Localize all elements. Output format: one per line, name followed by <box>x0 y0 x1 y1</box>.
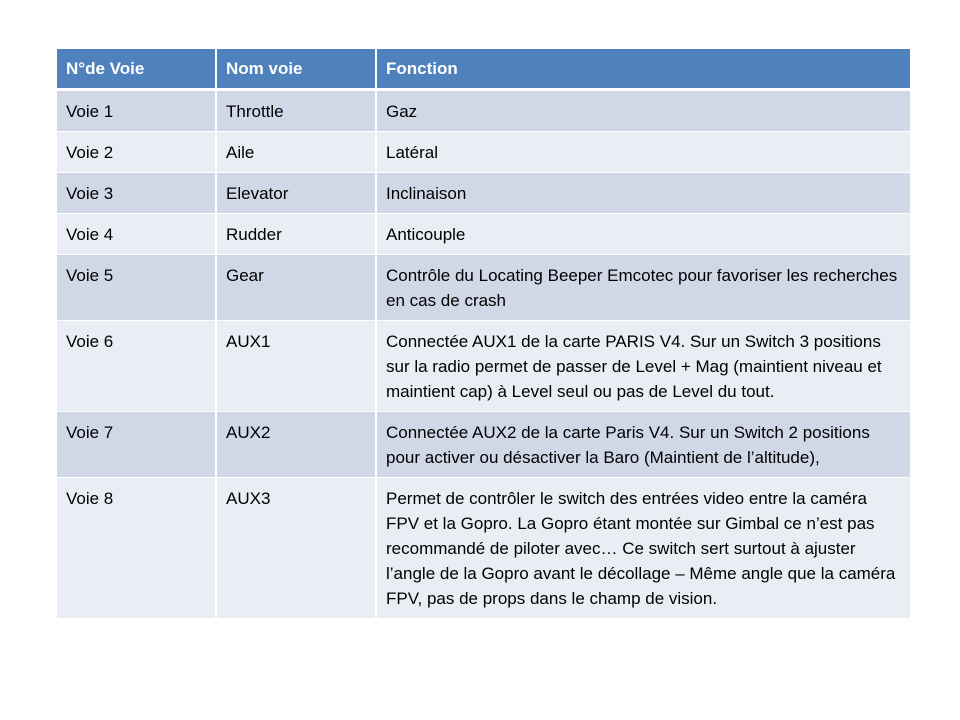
table-row <box>57 132 910 173</box>
channel-table <box>57 49 910 619</box>
table-row <box>57 478 910 619</box>
cell-nom: Gear <box>216 255 376 321</box>
cell-fonction: Connectée AUX1 de la carte PARIS V4. Sur un Switch 3 positions sur la radio permet de passer de Level + Mag (maintient niveau et maintient cap) à Level seul ou pas de Level du tout. <box>376 321 910 412</box>
cell-nom: Rudder <box>216 214 376 255</box>
cell-voie: Voie 6 <box>57 321 216 412</box>
table-row <box>57 412 910 478</box>
cell-fonction: Anticouple <box>376 214 910 255</box>
cell-nom: AUX1 <box>216 321 376 412</box>
header-function: Fonction <box>376 49 910 90</box>
cell-fonction: Permet de contrôler le switch des entrées video entre la caméra FPV et la Gopro. La Gopro étant montée sur Gimbal ce n’est pas recommandé de piloter avec… Ce switch sert surtout à ajuster l’angle de la Gopro avant le décollage – Même angle que la caméra FPV, pas de props dans le champ de vision. <box>376 478 910 619</box>
cell-fonction: Contrôle du Locating Beeper Emcotec pour favoriser les recherches en cas de crash <box>376 255 910 321</box>
header-voie-name: Nom voie <box>216 49 376 90</box>
table-row <box>57 173 910 214</box>
cell-fonction: Inclinaison <box>376 173 910 214</box>
header-voie-number: N°de Voie <box>57 49 216 90</box>
cell-nom: Aile <box>216 132 376 173</box>
table-row <box>57 255 910 321</box>
table-row <box>57 321 910 412</box>
cell-voie: Voie 5 <box>57 255 216 321</box>
cell-voie: Voie 4 <box>57 214 216 255</box>
cell-fonction: Connectée AUX2 de la carte Paris V4. Sur un Switch 2 positions pour activer ou désactiver la Baro (Maintient de l’altitude), <box>376 412 910 478</box>
table-row <box>57 90 910 132</box>
table-row <box>57 214 910 255</box>
cell-voie: Voie 8 <box>57 478 216 619</box>
cell-voie: Voie 1 <box>57 90 216 132</box>
cell-fonction: Gaz <box>376 90 910 132</box>
cell-nom: AUX2 <box>216 412 376 478</box>
cell-nom: Elevator <box>216 173 376 214</box>
cell-voie: Voie 3 <box>57 173 216 214</box>
table-header <box>57 49 910 90</box>
cell-nom: Throttle <box>216 90 376 132</box>
header-row <box>57 49 910 90</box>
cell-nom: AUX3 <box>216 478 376 619</box>
cell-fonction: Latéral <box>376 132 910 173</box>
table-body <box>57 90 910 619</box>
cell-voie: Voie 7 <box>57 412 216 478</box>
cell-voie: Voie 2 <box>57 132 216 173</box>
